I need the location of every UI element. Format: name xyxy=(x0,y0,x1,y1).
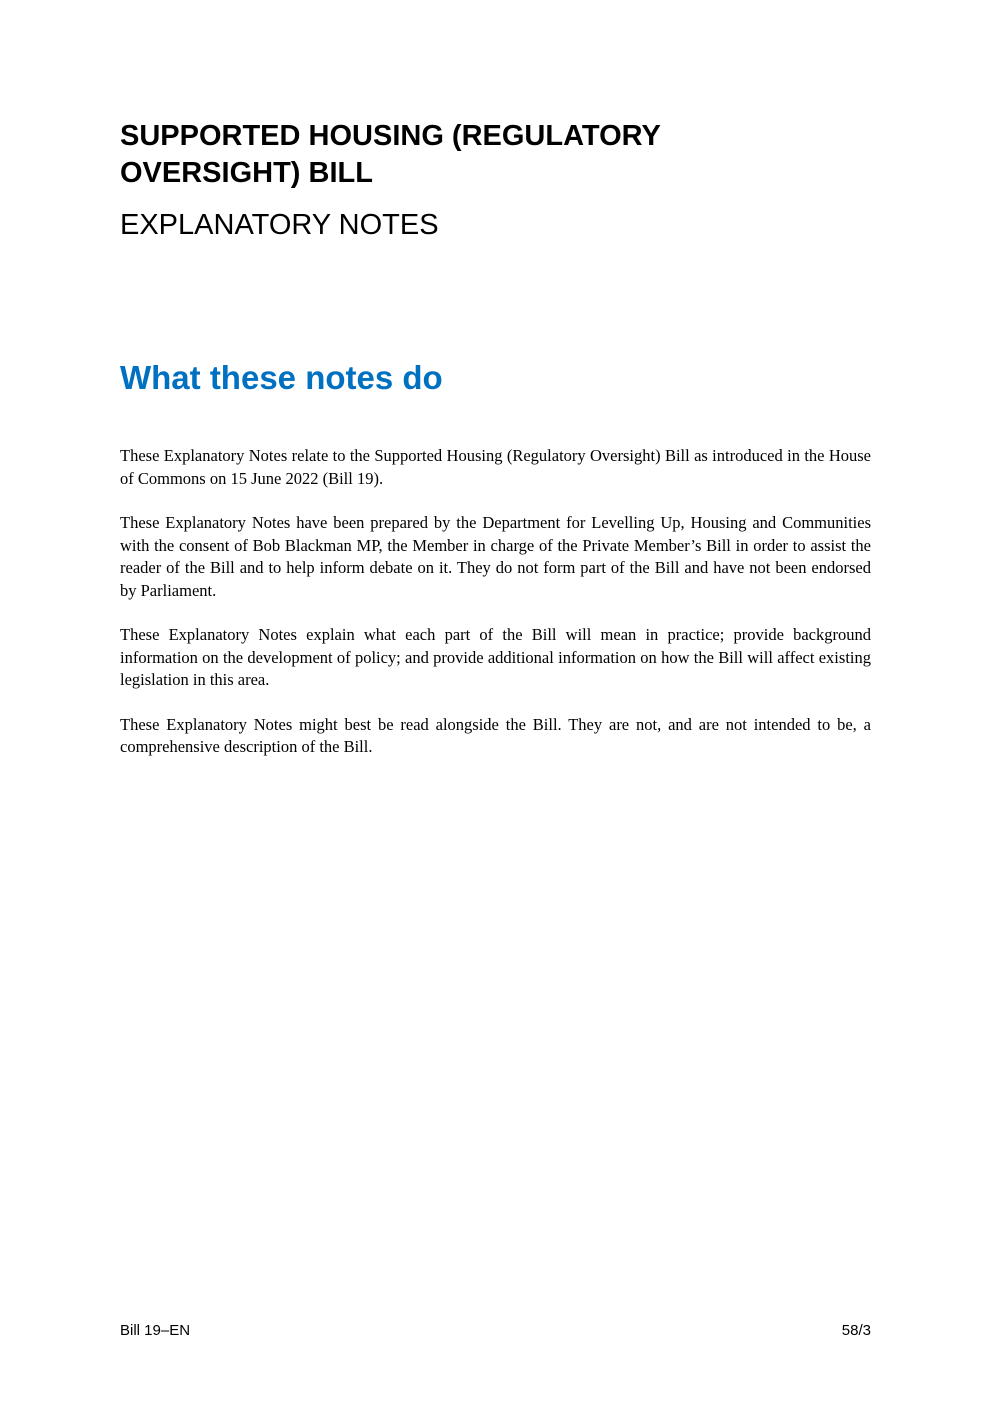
paragraph: These Explanatory Notes explain what each part of the Bill will mean in practice; provide background information on the development of policy; and provide additional information on how the Bill will affect existing legislation in this area. xyxy=(120,625,871,689)
footer-bill-reference: Bill 19–EN xyxy=(120,1322,191,1339)
body-text xyxy=(120,445,871,781)
paragraph: These Explanatory Notes might best be read alongside the Bill. They are not, and are not intended to be, a comprehensive description of the Bill. xyxy=(120,714,871,756)
paragraph: These Explanatory Notes have been prepared by the Department for Levelling Up, Housing and Communities with the consent of Bob Blackman MP, the Member in charge of the Private Member’s Bill in order to assist the reader of the Bill and to help inform debate on it. They do not form part of the Bill and have not been endorsed by Parliament. xyxy=(120,513,871,600)
page-footer xyxy=(120,1321,871,1341)
footer-page-code: 58/3 xyxy=(841,1322,871,1339)
paragraph: These Explanatory Notes relate to the Supported Housing (Regulatory Oversight) Bill as introduced in the House of Commons on 15 June 2022 (Bill 19). xyxy=(120,446,871,488)
document-subtitle: EXPLANATORY NOTES xyxy=(120,209,439,241)
section-heading: What these notes do xyxy=(120,359,443,396)
document-title: SUPPORTED HOUSING (REGULATORY OVERSIGHT) BILL xyxy=(120,120,661,189)
